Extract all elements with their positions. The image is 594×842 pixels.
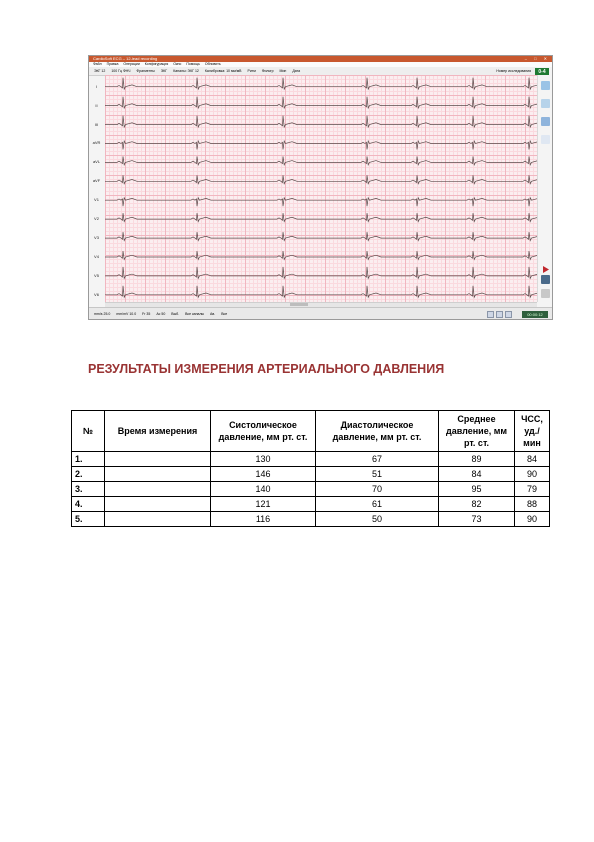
lead-label: aVL [92,159,101,165]
lead-label: III [94,121,99,127]
cell-diastolic: 51 [316,467,439,482]
lead-label: V6 [94,291,99,297]
nav-prev-button[interactable] [487,311,494,318]
table-row [72,482,550,497]
results-title: РЕЗУЛЬТАТЫ ИЗМЕРЕНИЯ АРТЕРИАЛЬНОГО ДАВЛЕНИЯ [88,362,445,376]
lead-label: V2 [94,216,99,222]
status-all[interactable]: Все [221,312,228,316]
cell-systolic: 130 [211,452,316,467]
ecg-trace [105,175,537,184]
lead-label: V1 [94,197,99,203]
cell-diastolic: 67 [316,452,439,467]
window-title: CardioSoft ECG – 12-lead recording [93,56,158,61]
toolbar-channels[interactable]: Каналы: ЭКГ 12 [173,69,199,73]
cell-num: 4. [72,497,105,512]
cell-systolic: 121 [211,497,316,512]
cell-mean: 95 [439,482,515,497]
lead-label: aVR [92,140,101,146]
cell-num: 3. [72,482,105,497]
cell-systolic: 116 [211,512,316,527]
menu-item-file[interactable]: Файл [93,62,102,66]
menu-item-config[interactable]: Конфигурация [144,62,169,66]
cell-num: 5. [72,512,105,527]
status-select[interactable]: Выб. [171,312,180,316]
cell-time [105,467,211,482]
ecg-trace [105,267,537,279]
toolbar-ecg[interactable]: ЭКГ [160,69,168,73]
play-icon-shape [541,265,550,274]
cell-time [105,452,211,467]
header-systolic: Систолическое давление, мм рт. ст. [211,411,316,452]
ecg-trace [105,198,537,207]
header-hr: ЧСС, уд./мин [515,411,550,452]
status-bar [89,307,552,320]
menu-item-operations[interactable]: Операции [123,62,140,66]
play-icon[interactable] [541,261,550,270]
settings-icon[interactable] [541,289,550,298]
ecg-trace [105,286,537,298]
print-icon[interactable] [541,81,550,90]
ecg-trace [105,78,537,90]
lead-label: V3 [94,235,99,241]
header-time: Время измерения [105,411,211,452]
lead-label: V4 [94,253,99,259]
cell-mean: 89 [439,452,515,467]
toolbar-calibration[interactable]: Калибровка: 10 мм/мВ [204,69,242,73]
toolbar-study-number: Номер исследования [496,69,531,73]
ecg-trace [105,232,537,241]
lead-label: I [95,83,98,89]
side-toolbar [538,75,552,302]
cell-hr: 88 [515,497,550,512]
bp-results-table [71,410,550,527]
status-speed[interactable]: mm/s 25.0 [94,312,111,316]
cell-time [105,482,211,497]
timer-badge: 0-4 [535,68,549,77]
toolbar-min[interactable]: Мин [279,69,287,73]
lead-label: V5 [94,272,99,278]
ecg-trace [105,116,537,128]
ecg-trace [105,141,537,150]
status-auto[interactable]: Ав. [210,312,216,316]
status-all-channels[interactable]: Все каналы [185,312,205,316]
copy-icon[interactable] [541,117,550,126]
cell-mean: 84 [439,467,515,482]
header-mean: Среднее давление, мм рт. ст. [439,411,515,452]
cell-diastolic: 70 [316,482,439,497]
header-diastolic: Диастолическое давление, мм рт. ст. [316,411,439,452]
status-ac[interactable]: Ac 50 [156,312,166,316]
cell-diastolic: 61 [316,497,439,512]
ecg-trace [105,251,537,260]
ecg-trace [105,213,537,222]
scrollbar-thumb[interactable] [290,303,308,306]
ecg-trace [105,97,537,109]
cell-diastolic: 50 [316,512,439,527]
cell-num: 2. [72,467,105,482]
menu-item-edit[interactable]: Правка [106,62,119,66]
menu-item-help[interactable]: Помощь [186,62,200,66]
cell-hr: 79 [515,482,550,497]
edit-icon[interactable] [541,135,550,144]
time-display: 00:00:12 [522,311,548,318]
lead-label: II [95,102,98,108]
status-gain[interactable]: mm/mV 10.0 [116,312,137,316]
table-header-row [72,411,550,452]
cell-systolic: 140 [211,482,316,497]
nav-next-button[interactable] [496,311,503,318]
ecg-window [88,55,553,320]
cell-hr: 90 [515,512,550,527]
header-num: № [72,411,105,452]
table-row [72,512,550,527]
cell-systolic: 146 [211,467,316,482]
nav-end-button[interactable] [505,311,512,318]
ecg-grid [105,75,537,302]
menu-item-window[interactable]: Окно [173,62,182,66]
toolbar-mode[interactable]: ЭКГ 12 [94,69,106,73]
cell-num: 1. [72,452,105,467]
ecg-trace [105,156,537,165]
cell-hr: 84 [515,452,550,467]
status-fr[interactable]: Fr 35 [142,312,151,316]
window-controls[interactable]: – □ ✕ [524,56,550,61]
table-row [72,452,550,467]
toolbar-fragments[interactable]: Фрагменты [136,69,155,73]
menu-item-refresh[interactable]: Обновить [204,62,221,66]
cell-hr: 90 [515,467,550,482]
table-row [72,467,550,482]
image-icon[interactable] [541,99,550,108]
toolbar-date[interactable]: Дата [292,69,301,73]
toolbar-filter[interactable]: 100 Гц ФНЧ [111,69,131,73]
lead-label: aVF [92,178,101,184]
cell-mean: 73 [439,512,515,527]
save-icon[interactable] [541,275,550,284]
ecg-traces [105,75,537,302]
toolbar-filter2[interactable]: Фильтр [261,69,274,73]
cell-mean: 82 [439,497,515,512]
table-row [72,497,550,512]
cell-time [105,497,211,512]
toolbar-rhythm[interactable]: Ритм [247,69,256,73]
cell-time [105,512,211,527]
